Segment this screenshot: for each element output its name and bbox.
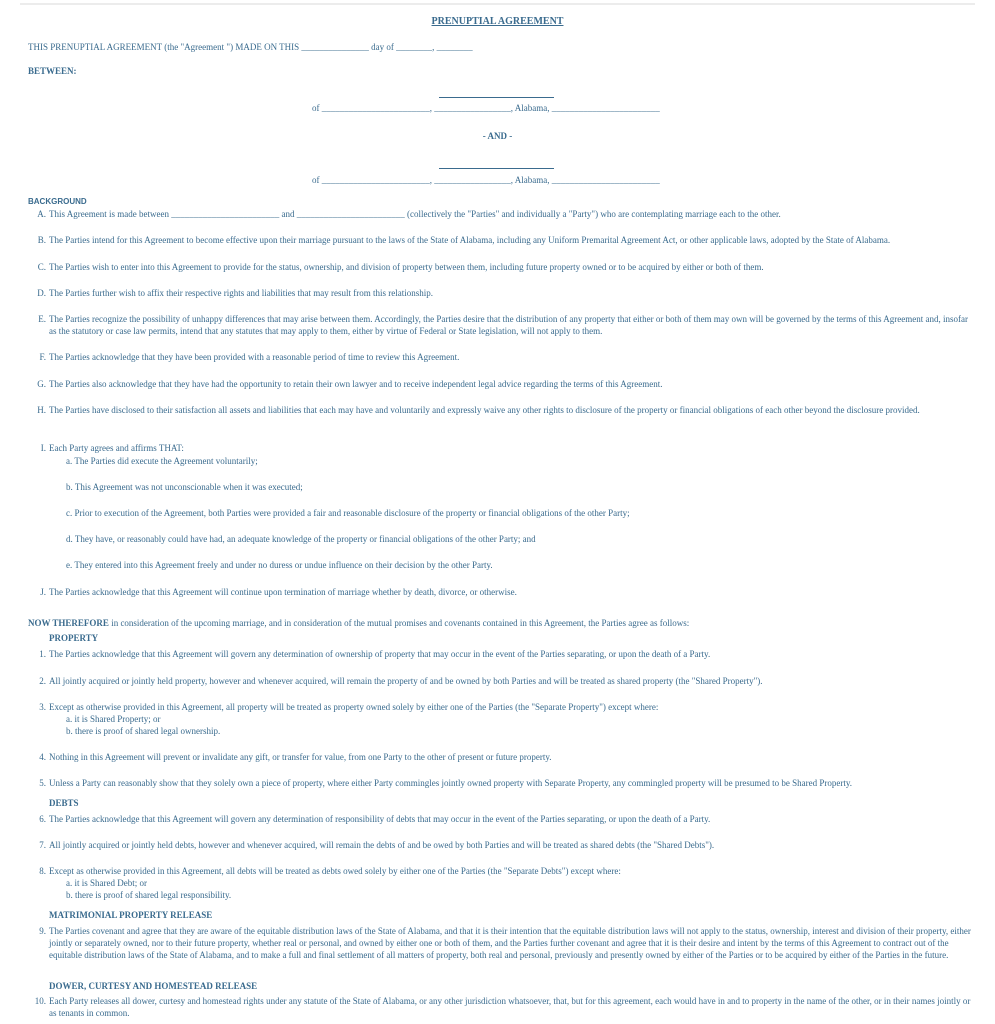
clause-3-sub-a: a. it is Shared Property; or — [66, 714, 161, 724]
clause-3: 3. Except as otherwise provided in this Agreement, all property will be treated as property owned solely by either one of the Parties (the "Separate Property") except where: — [39, 702, 659, 712]
clause-10: 10. Each Party releases all dower, curtesy and homestead rights under any statute of the State of Alabama, or any other jurisdiction whatsoever, that, but for this agreement, each would have in and to property in the name of the other, or in their names jointly or as tenants in common. — [34, 996, 971, 1018]
background-item-f: F. The Parties acknowledge that they have been provided with a reasonable period of time to review this Agreement. — [39, 352, 460, 362]
affirmation-a: a. The Parties did execute the Agreement voluntarily; — [66, 456, 258, 466]
background-item-a: A. This Agreement is made between ________________________ and ________________________ (collectively the "Parties" and individually a "Party") who are contemplating marriage each to the other. — [37, 209, 781, 219]
clause-7: 7. All jointly acquired or jointly held debts, however and whenever acquired, will remain the debts of and be owed by both Parties and will be treated as shared debts (the "Shared Debts"). — [39, 840, 715, 850]
background-item-i: I. Each Party agrees and affirms THAT: — [40, 443, 184, 453]
clause-4: 4. Nothing in this Agreement will prevent or invalidate any gift, or transfer for value, from one Party to the other of present or future property. — [39, 752, 552, 762]
section-dower: DOWER, CURTESY AND HOMESTEAD RELEASE — [49, 981, 258, 991]
section-property: PROPERTY — [49, 633, 99, 643]
section-matrimonial: MATRIMONIAL PROPERTY RELEASE — [49, 910, 213, 920]
party2-address: of ________________________, _________________, Alabama, ________________________ — [312, 175, 660, 185]
section-debts: DEBTS — [49, 798, 79, 808]
and-label: - AND - — [482, 131, 513, 141]
document-title: PRENUPTIAL AGREEMENT — [431, 16, 564, 27]
clause-6: 6. The Parties acknowledge that this Agreement will govern any determination of responsibility of debts that may occur in the event of the Parties separating, or upon the death of a Party. — [39, 814, 711, 824]
affirmation-c: c. Prior to execution of the Agreement, both Parties were provided a fair and reasonable disclosure of the property or financial obligations of the other Party; — [66, 508, 630, 518]
clause-9: 9. The Parties covenant and agree that they are aware of the equitable distribution laws of the State of Alabama, and that it is their intention that the equitable distribution laws will not apply to the status, ownership, interest and division of their property, either jointly or separately owned, nor to their future property, whether real or personal, and owned by either one or both of them, and the Parties further covenant and agree that it is their desire and intent by the terms of this Agreement to contract out of the equitable distribution laws of the State of Alabama, and to make a full and final settlement of all matters of property, both real and personal, previously and presently owned by either of the Parties or to be acquired by either of the Parties in the future. — [39, 926, 971, 960]
party2-name-line — [439, 167, 554, 169]
clause-3-sub-b: b. there is proof of shared legal ownership. — [66, 726, 221, 736]
affirmation-d: d. They have, or reasonably could have had, an adequate knowledge of the property or financial obligations of the other Party; and — [66, 534, 536, 544]
party1-name-line — [439, 96, 554, 98]
top-divider — [20, 3, 975, 5]
background-item-j: J. The Parties acknowledge that this Agreement will continue upon termination of marriage whether by death, divorce, or otherwise. — [40, 587, 517, 597]
between-label: BETWEEN: — [28, 66, 77, 76]
clause-1: 1. The Parties acknowledge that this Agreement will govern any determination of ownership of property that may occur in the event of the Parties separating, or upon the death of a Party. — [39, 649, 711, 659]
affirmation-b: b. This Agreement was not unconscionable when it was executed; — [66, 482, 303, 492]
intro-line: THIS PRENUPTIAL AGREEMENT (the "Agreement ") MADE ON THIS _______________ day of ________, ________ — [28, 42, 473, 52]
background-item-g: G. The Parties also acknowledge that they have had the opportunity to retain their own lawyer and to receive independent legal advice regarding the terms of this Agreement. — [37, 379, 663, 389]
background-item-b: B. The Parties intend for this Agreement to become effective upon their marriage pursuant to the laws of the State of Alabama, including any Uniform Premarital Agreement Act, or other applicable laws, adopted by the State of Alabama. — [37, 235, 891, 245]
background-item-h: H. The Parties have disclosed to their satisfaction all assets and liabilities that each may have and voluntarily and expressly waive any other rights to disclosure of the property or financial obligations of each other beyond the disclosure provided. — [37, 405, 920, 415]
party1-address: of ________________________, _________________, Alabama, ________________________ — [312, 103, 660, 113]
clause-8-sub-b: b. there is proof of shared legal responsibility. — [66, 890, 232, 900]
background-heading: BACKGROUND — [28, 197, 87, 206]
clause-5: 5. Unless a Party can reasonably show that they solely own a piece of property, where either Party commingles jointly owned property with Separate Property, any commingled property will be presumed to be Shared Property. — [39, 778, 853, 788]
clause-2: 2. All jointly acquired or jointly held property, however and whenever acquired, will remain the property of and be owned by both Parties and will be treated as shared property (the "Shared Property"). — [39, 676, 763, 686]
now-therefore: NOW THEREFORE in consideration of the upcoming marriage, and in consideration of the mutual promises and covenants contained in this Agreement, the Parties agree as follows: — [28, 618, 690, 628]
background-item-c: C. The Parties wish to enter into this Agreement to provide for the status, ownership, and division of property between them, including future property owned or to be acquired by either or both of them. — [37, 262, 764, 272]
background-item-e: E. The Parties recognize the possibility of unhappy differences that may arise between them. Accordingly, the Parties desire that the distribution of any property that either or both of them may own will be governed by the terms of this Agreement and, insofar as the statutory or case law permits, intend that any statutes that may apply to them, either by virtue of Federal or State legislation, will not apply to them. — [38, 314, 968, 336]
background-item-d: D. The Parties further wish to affix their respective rights and liabilities that may result from this relationship. — [37, 288, 433, 298]
affirmation-e: e. They entered into this Agreement freely and under no duress or undue influence on their decision by the other Party. — [66, 560, 493, 570]
clause-8: 8. Except as otherwise provided in this Agreement, all debts will be treated as debts owed solely by either one of the Parties (the "Separate Debts") except where: — [39, 866, 621, 876]
clause-8-sub-a: a. it is Shared Debt; or — [66, 878, 147, 888]
